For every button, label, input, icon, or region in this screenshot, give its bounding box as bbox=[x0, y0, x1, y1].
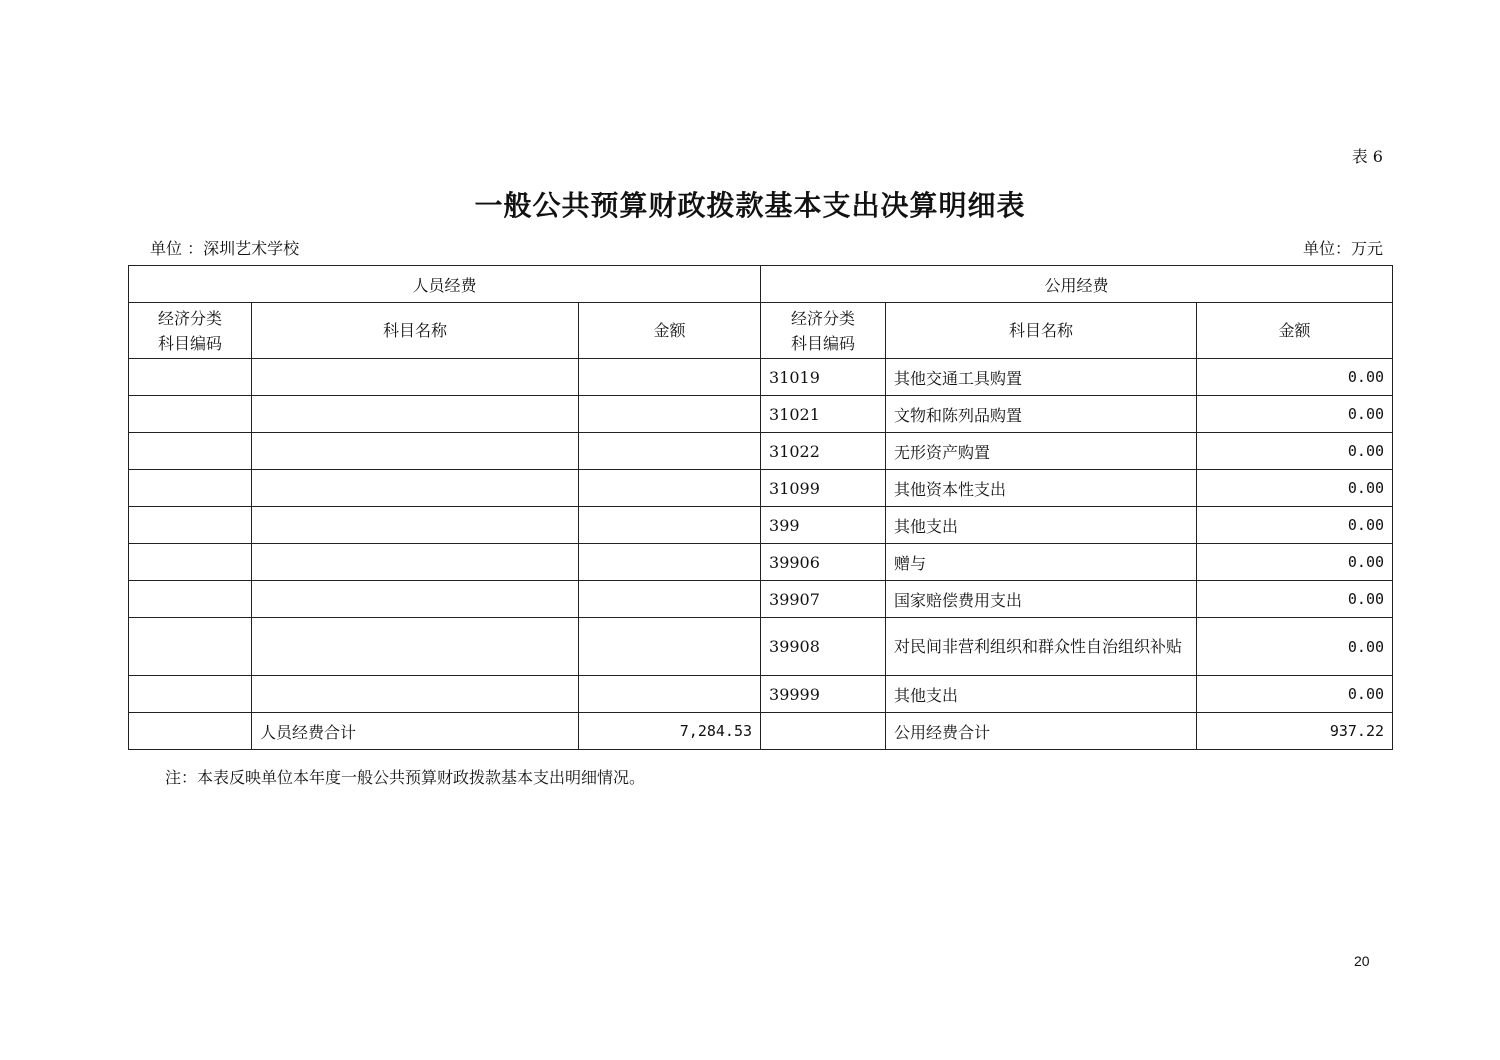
public-amount-cell: 0.00 bbox=[1197, 433, 1393, 470]
personnel-name-cell bbox=[252, 433, 579, 470]
personnel-amount-cell bbox=[579, 470, 761, 507]
personnel-amount-cell bbox=[579, 433, 761, 470]
personnel-code-cell bbox=[129, 676, 252, 713]
public-code-cell: 31021 bbox=[761, 396, 886, 433]
personnel-amount-cell bbox=[579, 618, 761, 676]
personnel-code-cell bbox=[129, 396, 252, 433]
table-row bbox=[129, 507, 1393, 544]
table-row bbox=[129, 618, 1393, 676]
public-code-cell: 31099 bbox=[761, 470, 886, 507]
public-amount-cell: 0.00 bbox=[1197, 618, 1393, 676]
public-code-cell: 399 bbox=[761, 507, 886, 544]
personnel-name-cell bbox=[252, 618, 579, 676]
column-header-personnel-code bbox=[129, 303, 252, 359]
personnel-amount-cell bbox=[579, 581, 761, 618]
column-header-personnel-name: 科目名称 bbox=[252, 303, 579, 359]
column-header-code-line1: 经济分类 bbox=[791, 308, 856, 328]
personnel-amount-cell bbox=[579, 507, 761, 544]
public-amount-cell: 0.00 bbox=[1197, 396, 1393, 433]
public-amount-cell: 0.00 bbox=[1197, 359, 1393, 396]
public-code-cell: 39999 bbox=[761, 676, 886, 713]
personnel-code-cell bbox=[129, 433, 252, 470]
public-amount-cell: 0.00 bbox=[1197, 676, 1393, 713]
group-header-row bbox=[129, 266, 1393, 303]
personnel-name-cell bbox=[252, 470, 579, 507]
personnel-name-cell bbox=[252, 581, 579, 618]
personnel-name-cell bbox=[252, 676, 579, 713]
public-amount-cell: 0.00 bbox=[1197, 544, 1393, 581]
personnel-code-cell bbox=[129, 470, 252, 507]
public-name-cell: 其他支出 bbox=[886, 507, 1197, 544]
public-code-cell: 39906 bbox=[761, 544, 886, 581]
unit-organization: 单位 ：深圳艺术学校 bbox=[150, 239, 300, 258]
personnel-code-cell bbox=[129, 618, 252, 676]
personnel-name-cell bbox=[252, 396, 579, 433]
public-code-cell: 31022 bbox=[761, 433, 886, 470]
personnel-code-cell bbox=[129, 544, 252, 581]
column-header-code-line2: 科目编码 bbox=[157, 333, 222, 353]
personnel-total-code-cell bbox=[129, 713, 252, 750]
public-code-cell: 39907 bbox=[761, 581, 886, 618]
public-name-cell: 赠与 bbox=[886, 544, 1197, 581]
public-code-cell: 39908 bbox=[761, 618, 886, 676]
table-row bbox=[129, 433, 1393, 470]
totals-row bbox=[129, 713, 1393, 750]
public-name-cell: 对民间非营利组织和群众性自治组织补贴 bbox=[886, 618, 1197, 676]
column-header-public-amount: 金额 bbox=[1197, 303, 1393, 359]
personnel-name-cell bbox=[252, 544, 579, 581]
column-header-personnel-amount: 金额 bbox=[579, 303, 761, 359]
document-title: 一般公共预算财政拨款基本支出决算明细表 bbox=[474, 189, 1026, 222]
table-row bbox=[129, 544, 1393, 581]
public-name-cell: 国家赔偿费用支出 bbox=[886, 581, 1197, 618]
public-name-cell: 其他资本性支出 bbox=[886, 470, 1197, 507]
public-name-cell: 其他支出 bbox=[886, 676, 1197, 713]
unit-currency: 单位：万元 bbox=[1302, 239, 1383, 258]
public-total-code-cell bbox=[761, 713, 886, 750]
public-name-cell: 文物和陈列品购置 bbox=[886, 396, 1197, 433]
column-header-row bbox=[129, 303, 1393, 359]
table-row bbox=[129, 581, 1393, 618]
personnel-amount-cell bbox=[579, 359, 761, 396]
personnel-total-amount: 7,284.53 bbox=[579, 713, 761, 750]
column-header-public-name: 科目名称 bbox=[886, 303, 1197, 359]
public-amount-cell: 0.00 bbox=[1197, 581, 1393, 618]
table-row bbox=[129, 359, 1393, 396]
personnel-code-cell bbox=[129, 581, 252, 618]
table-footnote: 注：本表反映单位本年度一般公共预算财政拨款基本支出明细情况。 bbox=[165, 768, 646, 787]
personnel-amount-cell bbox=[579, 676, 761, 713]
column-header-code-line1: 经济分类 bbox=[157, 308, 222, 328]
personnel-name-cell bbox=[252, 507, 579, 544]
personnel-code-cell bbox=[129, 359, 252, 396]
public-name-cell: 其他交通工具购置 bbox=[886, 359, 1197, 396]
group-header-public: 公用经费 bbox=[761, 266, 1393, 303]
group-header-personnel: 人员经费 bbox=[129, 266, 761, 303]
public-name-cell: 无形资产购置 bbox=[886, 433, 1197, 470]
public-code-cell: 31019 bbox=[761, 359, 886, 396]
public-amount-cell: 0.00 bbox=[1197, 470, 1393, 507]
personnel-total-label: 人员经费合计 bbox=[252, 713, 579, 750]
table-row bbox=[129, 676, 1393, 713]
table-row bbox=[129, 470, 1393, 507]
expenditure-table bbox=[128, 265, 1393, 750]
personnel-amount-cell bbox=[579, 396, 761, 433]
personnel-amount-cell bbox=[579, 544, 761, 581]
table-number: 表 6 bbox=[1351, 147, 1383, 166]
page-number: 20 bbox=[1354, 953, 1370, 969]
column-header-public-code bbox=[761, 303, 886, 359]
public-amount-cell: 0.00 bbox=[1197, 507, 1393, 544]
public-total-label: 公用经费合计 bbox=[886, 713, 1197, 750]
public-total-amount: 937.22 bbox=[1197, 713, 1393, 750]
personnel-name-cell bbox=[252, 359, 579, 396]
column-header-code-line2: 科目编码 bbox=[791, 333, 856, 353]
personnel-code-cell bbox=[129, 507, 252, 544]
table-row bbox=[129, 396, 1393, 433]
